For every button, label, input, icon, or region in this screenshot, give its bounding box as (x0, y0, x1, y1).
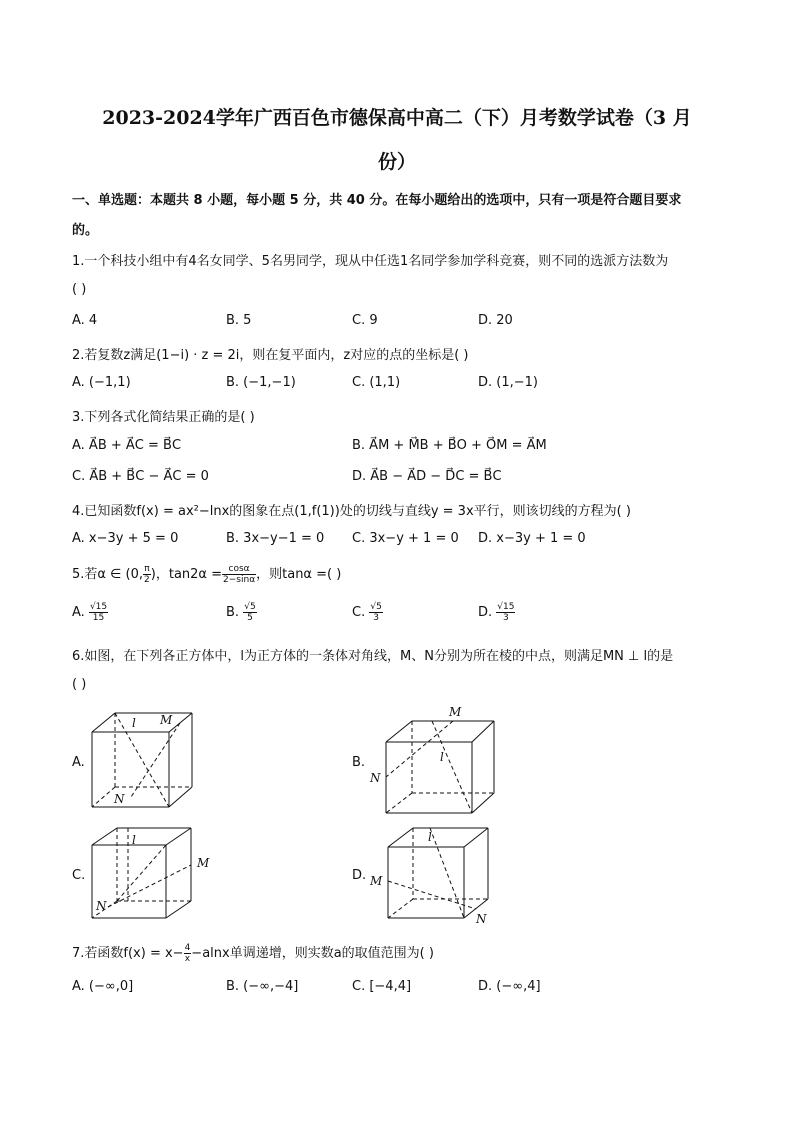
option-fraction (89, 602, 108, 623)
frac-numerator: √15 (89, 602, 108, 612)
question-1-stem: 1.一个科技小组中有4名女同学、5名男同学，现从中任选1名同学参加学科竞赛，则不同的选派方法数为 (72, 254, 669, 269)
q7-option-b: B. (−∞,−4] (226, 979, 299, 994)
label-m: M (449, 705, 462, 719)
cube-figure-d (366, 823, 506, 933)
q2-option-b: B. (−1,−1) (226, 375, 296, 390)
option-fraction (496, 602, 515, 623)
q2-option-a: A. (−1,1) (72, 375, 131, 390)
question-6-stem-cont: ( ) (72, 677, 87, 692)
exam-title-line1: 2023-2024学年广西百色市德保高中高二（下）月考数学试卷（3 月 (102, 107, 692, 129)
label-m: M (197, 856, 210, 870)
frac-numerator: √5 (244, 602, 256, 612)
frac-denominator: 2−sinα (223, 575, 256, 585)
question-6-stem: 6.如图，在下列各正方体中，l为正方体的一条体对角线，M、N分别为所在棱的中点，则满足MN ⊥ l的是 (72, 649, 674, 664)
q7-stem-part1: 7.若函数f(x) = x− (72, 946, 184, 961)
frac-denominator: 3 (373, 613, 379, 623)
q7-option-c: C. [−4,4] (352, 979, 412, 994)
frac-denominator: 3 (503, 613, 509, 623)
section-heading-cont: 的。 (72, 223, 99, 238)
question-2-stem: 2.若复数z满足(1−i) · z = 2i，则在复平面内，z对应的点的坐标是( ) (72, 348, 469, 363)
label-n: N (370, 771, 381, 785)
q3-option-b: B. A⃗M + M⃗B + B⃗O + O⃗M = A⃗M (352, 438, 547, 453)
q2-option-d: D. (1,−1) (478, 375, 538, 390)
q5-stem-part2: )，tan2α = (150, 567, 223, 582)
option-fraction (243, 602, 256, 623)
q5-cos-fraction (222, 564, 256, 585)
frac-denominator: 2 (144, 575, 150, 585)
q5-option-b (226, 602, 257, 623)
q6-option-b: B. (352, 755, 366, 770)
q7-option-a: A. (−∞,0] (72, 979, 134, 994)
q3-option-c: C. A⃗B + B⃗C − A⃗C = 0 (72, 469, 209, 484)
q7-stem-part2: −alnx单调递增，则实数a的取值范围为( ) (191, 946, 434, 961)
label-l: l (440, 750, 444, 764)
q3-option-a: A. A⃗B + A⃗C = B⃗C (72, 438, 182, 453)
q7-option-d: D. (−∞,4] (478, 979, 541, 994)
frac-denominator: x (184, 954, 191, 964)
q5-stem-part1: 5.若α ∈ (0, (72, 567, 144, 582)
q1-option-d: D. 20 (478, 313, 513, 328)
q5-option-a (72, 602, 108, 623)
label-m: M (160, 713, 173, 727)
q6-option-c: C. (72, 868, 86, 883)
question-1-stem-cont: ( ) (72, 282, 87, 297)
label-l: l (132, 833, 136, 847)
section-heading: 一、单选题：本题共 8 小题，每小题 5 分，共 40 分。在每小题给出的选项中，只有一项是符合题目要求 (72, 193, 682, 208)
option-letter: D. (478, 605, 493, 620)
q4-option-d: D. x−3y + 1 = 0 (478, 531, 586, 546)
q6-option-a: A. (72, 755, 85, 770)
question-4-stem: 4.已知函数f(x) = ax²−lnx的图象在点(1,f(1))处的切线与直线y = 3x平行，则该切线的方程为( ) (72, 504, 631, 519)
label-n: N (476, 912, 487, 926)
label-n: N (114, 792, 125, 806)
frac-numerator: cosα (222, 564, 256, 575)
q1-option-c: C. 9 (352, 313, 378, 328)
q5-option-d (478, 602, 515, 623)
frac-numerator: 4 (184, 943, 191, 953)
q3-option-d: D. A⃗B − A⃗D − D⃗C = B⃗C (352, 469, 502, 484)
cube-figure-b (366, 705, 506, 815)
option-letter: C. (352, 605, 366, 620)
exam-title-line2: 份） (377, 151, 416, 173)
label-l: l (132, 716, 136, 730)
q6-option-d: D. (352, 868, 367, 883)
frac-denominator: 15 (92, 613, 105, 623)
label-n: N (96, 899, 107, 913)
q5-stem-part3: ，则tanα =( ) (256, 567, 342, 582)
cube-figure-c (84, 823, 224, 933)
q5-option-c (352, 602, 383, 623)
frac-denominator: 5 (247, 613, 253, 623)
label-m: M (370, 874, 383, 888)
option-fraction (369, 602, 382, 623)
q1-option-a: A. 4 (72, 313, 98, 328)
q1-option-b: B. 5 (226, 313, 252, 328)
q4-option-c: C. 3x−y + 1 = 0 (352, 531, 459, 546)
label-l: l (428, 830, 432, 844)
q2-option-c: C. (1,1) (352, 375, 401, 390)
question-3-stem: 3.下列各式化简结果正确的是( ) (72, 410, 255, 425)
q4-option-a: A. x−3y + 5 = 0 (72, 531, 179, 546)
option-letter: B. (226, 605, 240, 620)
frac-numerator: √15 (497, 602, 515, 612)
q5-pi-over-2 (143, 564, 151, 585)
cube-figure-a (84, 705, 204, 810)
option-letter: A. (72, 605, 85, 620)
frac-numerator: π (144, 564, 150, 574)
question-7-stem (72, 942, 434, 964)
frac-numerator: √5 (370, 602, 382, 612)
question-5-stem (72, 563, 341, 585)
q4-option-b: B. 3x−y−1 = 0 (226, 531, 325, 546)
